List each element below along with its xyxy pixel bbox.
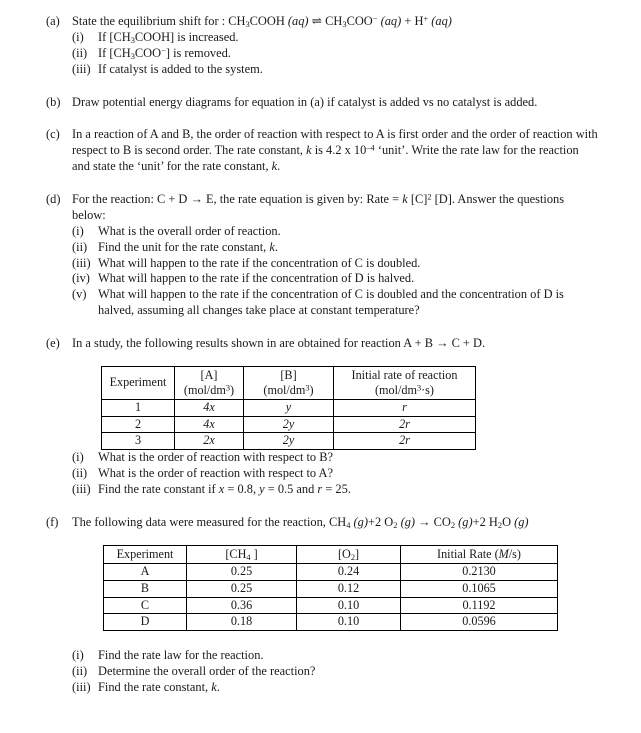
question-d-stem-part1: For the reaction: C + D [72, 192, 191, 206]
cell-rate: 0.0596 [401, 614, 558, 631]
question-c-text-part1: In a reaction of A and B, the order of reaction with respect to A is first order and the order of reaction with respect to B is second order. The rate constant, [72, 127, 598, 158]
symbol-k: k [402, 192, 408, 206]
list-item [72, 450, 599, 466]
rate-expression-tail: [D]. Answer the questions below: [72, 192, 565, 222]
cell-ch4: 0.25 [187, 564, 297, 581]
sub-label: (iii) [72, 481, 91, 496]
cell-ch4: 0.25 [187, 580, 297, 597]
sub-label: (i) [72, 223, 84, 238]
table-row [104, 614, 558, 631]
cell-experiment: B [104, 580, 187, 597]
table1-col-a: [A] $(mol/dm^3)$ [175, 366, 244, 399]
spacer-e-table [0, 352, 641, 366]
question-c-text [72, 127, 599, 175]
table1-body [102, 400, 476, 450]
cell-ch4: 0.18 [187, 614, 297, 631]
table-row [104, 564, 558, 581]
question-a [0, 14, 641, 78]
sub-text: If catalyst is added to the system. [98, 61, 263, 76]
table2-col-ch4: [$CH_4$ ] [187, 545, 297, 564]
exponent: –4 [366, 142, 375, 153]
cell-b: 2y [244, 433, 334, 450]
cell-o2: 0.10 [297, 614, 401, 631]
question-e-subs [72, 450, 599, 498]
cell-rate: r [334, 400, 476, 417]
spacer-b-c [0, 110, 641, 127]
question-d [0, 192, 641, 319]
table2-body [104, 564, 558, 631]
question-d-body [72, 192, 599, 319]
question-d-label: (d) [46, 192, 61, 206]
question-e-stem-part2: C + D. [448, 336, 486, 350]
sub-text: What is the order of reaction with respect to A? [98, 465, 333, 480]
question-d-stem-part2: E, the rate equation is given by: Rate = [202, 192, 403, 206]
experiment-data-table-2 [103, 545, 558, 631]
list-item [72, 62, 599, 78]
experiment-data-table-1 [101, 366, 476, 450]
sub-text: Find the unit for the rate constant, k. [98, 239, 278, 254]
cell-o2: 0.12 [297, 580, 401, 597]
exponent: 2 [427, 191, 432, 202]
list-item [72, 271, 599, 287]
question-c [0, 127, 641, 175]
cell-rate: 2r [334, 433, 476, 450]
question-a-stem: State the equilibrium shift for : $CH_3COOH$ (aq) ⇌ $CH_3COO^-$ (aq) + H+ (aq) [72, 13, 452, 30]
table2-wrapper [0, 545, 641, 631]
question-b-label: (b) [46, 94, 61, 109]
cell-experiment: C [104, 597, 187, 614]
list-item [72, 240, 599, 256]
symbol-k: k [306, 143, 312, 158]
reaction-arrow-icon: → [436, 336, 449, 350]
cell-experiment: 2 [102, 416, 175, 433]
table-row [104, 597, 558, 614]
reaction-arrow-icon: → [190, 192, 203, 206]
table-row [102, 400, 476, 417]
cell-ch4: 0.36 [187, 597, 297, 614]
sub-text: What is the order of reaction with respect to B? [98, 450, 333, 465]
question-f-label: (f) [46, 514, 59, 529]
question-f-subs [72, 648, 599, 696]
question-e-body [72, 336, 599, 352]
list-item [72, 256, 599, 272]
sub-label: (i) [72, 450, 84, 465]
sub-label: (ii) [72, 465, 88, 480]
question-e-stem [72, 336, 599, 352]
question-c-text-part3: ‘unit’. Write the rate law for the reaction and state the ‘unit’ for the rate constant, [72, 143, 579, 174]
list-item [72, 30, 599, 46]
table-row [104, 580, 558, 597]
sub-text: Determine the overall order of the reaction? [98, 663, 316, 678]
cell-b: y [244, 400, 334, 417]
cell-experiment: 3 [102, 433, 175, 450]
question-f-subs-block [0, 648, 641, 696]
table1-col-b: [B] $(mol/dm^3)$ [244, 366, 334, 399]
question-a-label: (a) [46, 14, 60, 28]
cell-o2: 0.24 [297, 564, 401, 581]
question-f [0, 515, 641, 531]
cell-o2: 0.10 [297, 597, 401, 614]
cell-rate: 0.1192 [401, 597, 558, 614]
sub-text: Find the rate law for the reaction. [98, 647, 264, 662]
question-d-subs [72, 224, 599, 319]
sub-label: (iv) [72, 271, 90, 286]
sub-text: If $[CH_3COOH]$ is increased. [98, 29, 239, 45]
sub-label: (i) [72, 647, 84, 662]
question-e-stem-part1: In a study, the following results shown in are obtained for reaction A + B [72, 336, 437, 350]
question-a-body [72, 14, 599, 78]
table-header-row [104, 545, 558, 564]
cell-rate: 2r [334, 416, 476, 433]
sub-label: (iii) [72, 255, 91, 270]
question-d-stem [72, 192, 599, 224]
table-row [102, 433, 476, 450]
question-b-text: Draw potential energy diagrams for equation in (a) if catalyst is added vs no catalyst is added. [72, 94, 538, 109]
question-c-body [72, 127, 599, 175]
list-item [72, 287, 599, 319]
sub-text: What will happen to the rate if the concentration of C is doubled and the concentration of D is halved, assuming all changes take place at constant temperature? [98, 287, 564, 318]
sub-label: (iii) [72, 679, 91, 694]
sub-text: What will happen to the rate if the concentration of D is halved. [98, 271, 415, 286]
spacer-f-table [0, 531, 641, 545]
cell-experiment: A [104, 564, 187, 581]
cell-b: 2y [244, 416, 334, 433]
question-c-text-part4: . [277, 159, 281, 174]
table2-col-experiment: Experiment [104, 545, 187, 564]
list-item [72, 648, 599, 664]
sub-text: If $[CH_3COO^-]$ is removed. [98, 45, 231, 61]
question-f-body [72, 515, 599, 531]
table1-wrapper [0, 366, 641, 450]
question-c-text-part2: is 4.2 x 10 [311, 143, 367, 158]
cell-rate: 0.2130 [401, 564, 558, 581]
cell-experiment: D [104, 614, 187, 631]
symbol-k: k [271, 159, 278, 174]
top-spacer [0, 0, 641, 14]
spacer-e-f [0, 498, 641, 515]
question-e-subs-block [0, 450, 641, 498]
table2-head [104, 545, 558, 564]
sub-label: (ii) [72, 45, 88, 60]
table-row [102, 416, 476, 433]
list-item [72, 664, 599, 680]
spacer-a-b [0, 78, 641, 95]
sub-label: (v) [72, 287, 87, 302]
rate-expression: [C] [407, 192, 428, 206]
sub-text: Find the rate constant if x = 0.8, y = 0.5 and r = 25. [98, 481, 351, 496]
sub-label: (iii) [72, 61, 91, 76]
cell-a: 4x [175, 416, 244, 433]
question-e [0, 336, 641, 352]
cell-experiment: 1 [102, 400, 175, 417]
question-f-stem: The following data were measured for the reaction, $CH_4$ (g)+2 $O_2$ $(g) \to CO_2$ (g)+2 $H_2O$ (g) [72, 514, 529, 530]
question-a-subs [72, 30, 599, 78]
sub-text: What is the overall order of reaction. [98, 223, 281, 238]
table1-head [102, 366, 476, 399]
list-item [72, 224, 599, 240]
sub-label: (ii) [72, 663, 88, 678]
question-e-label: (e) [46, 336, 60, 350]
question-c-label: (c) [46, 127, 60, 142]
sub-text: Find the rate constant, k. [98, 679, 220, 694]
table2-col-rate: Initial Rate (M/s) [401, 545, 558, 564]
sub-label: (ii) [72, 239, 88, 254]
question-b-body [72, 95, 599, 111]
list-item [72, 466, 599, 482]
list-item [72, 680, 599, 696]
spacer-c-d [0, 175, 641, 192]
list-item [72, 482, 599, 498]
spacer-table2-subs [0, 631, 641, 648]
list-item [72, 46, 599, 62]
cell-rate: 0.1065 [401, 580, 558, 597]
cell-a: 4x [175, 400, 244, 417]
question-b [0, 95, 641, 111]
sub-label: (i) [72, 29, 84, 44]
table1-col-rate: Initial rate of reaction $(mol/dm^3\cdot s)$ [334, 366, 476, 399]
table-header-row [102, 366, 476, 399]
table2-col-o2: $[O_2]$ [297, 545, 401, 564]
sub-text: What will happen to the rate if the concentration of C is doubled. [98, 255, 421, 270]
cell-a: 2x [175, 433, 244, 450]
spacer-d-e [0, 319, 641, 336]
table1-col-experiment: Experiment [102, 366, 175, 399]
